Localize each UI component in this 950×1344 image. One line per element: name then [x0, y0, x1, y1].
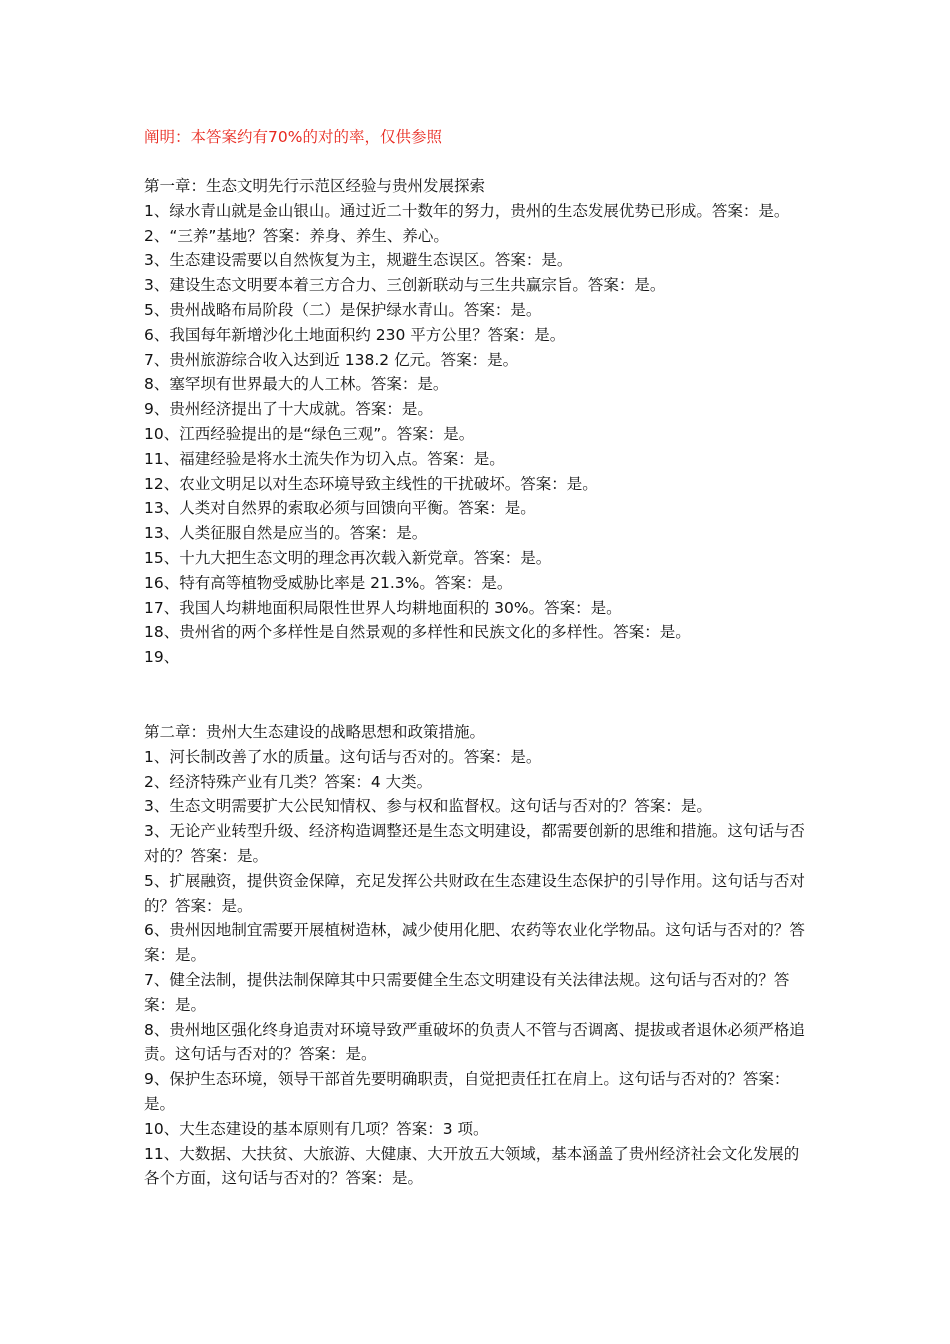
chapter-2-section — [144, 720, 814, 1191]
list-item: 19、 — [144, 648, 180, 667]
list-item: 11、大数据、大扶贫、大旅游、大健康、大开放五大领域，基本涵盖了贵州经济社会文化发展的各个方面，这句话与否对的？答案：是。 — [144, 1144, 800, 1188]
list-item: 11、福建经验是将水土流失作为切入点。答案：是。 — [144, 449, 505, 468]
disclaimer-text: 阐明：本答案约有70%的对的率，仅供参照 — [144, 128, 442, 146]
list-item: 5、扩展融资，提供资金保障，充足发挥公共财政在生态建设生态保护的引导作用。这句话与否对的？答案：是。 — [144, 871, 805, 915]
list-item: 10、江西经验提出的是“绿色三观”。答案：是。 — [144, 424, 475, 443]
list-item: 5、贵州战略布局阶段（二）是保护绿水青山。答案：是。 — [144, 300, 542, 319]
list-item: 16、特有高等植物受威胁比率是 21.3%。答案：是。 — [144, 573, 513, 592]
list-item: 7、贵州旅游综合收入达到近 138.2 亿元。答案：是。 — [144, 350, 519, 369]
list-item: 7、健全法制，提供法制保障其中只需要健全生态文明建设有关法律法规。这句话与否对的？答案：是。 — [144, 970, 790, 1014]
chapter-1-section — [144, 174, 814, 670]
list-item: 3、生态文明需要扩大公民知情权、参与权和监督权。这句话与否对的？答案：是。 — [144, 797, 712, 816]
list-item: 2、经济特殊产业有几类？答案：4 大类。 — [144, 772, 433, 791]
list-item: 9、保护生态环境，领导干部首先要明确职责，自觉把责任扛在肩上。这句话与否对的？答案：是。 — [144, 1070, 790, 1113]
list-item: 13、人类对自然界的索取必须与回馈向平衡。答案：是。 — [144, 499, 536, 518]
list-item: 8、塞罕坝有世界最大的人工林。答案：是。 — [144, 375, 449, 394]
list-item: 3、生态建设需要以自然恢复为主，规避生态误区。答案：是。 — [144, 251, 573, 270]
list-item: 1、河长制改善了水的质量。这句话与否对的。答案：是。 — [144, 747, 542, 766]
list-item: 6、我国每年新增沙化土地面积约 230 平方公里？答案：是。 — [144, 325, 566, 344]
list-item: 2、“三养”基地？答案：养身、养生、养心。 — [144, 226, 449, 245]
list-item: 10、大生态建设的基本原则有几项？答案：3 项。 — [144, 1119, 489, 1138]
disclaimer-notice — [144, 126, 442, 148]
list-item: 15、十九大把生态文明的理念再次载入新党章。答案：是。 — [144, 548, 552, 567]
list-item: 18、贵州省的两个多样性是自然景观的多样性和民族文化的多样性。答案：是。 — [144, 623, 691, 642]
list-item: 13、人类征服自然是应当的。答案：是。 — [144, 524, 428, 543]
list-item: 8、贵州地区强化终身追责对环境导致严重破坏的负责人不管与否调离、提拔或者退休必须严格追责。这句话与否对的？答案：是。 — [144, 1020, 805, 1064]
list-item: 12、农业文明足以对生态环境导致主线性的干扰破坏。答案：是。 — [144, 474, 598, 493]
list-item: 3、无论产业转型升级、经济构造调整还是生态文明建设，都需要创新的思维和措施。这句话与否对的？答案：是。 — [144, 822, 805, 865]
list-item: 1、绿水青山就是金山银山。通过近二十数年的努力，贵州的生态发展优势已形成。答案：是。 — [144, 201, 790, 220]
list-item: 9、贵州经济提出了十大成就。答案：是。 — [144, 400, 433, 419]
list-item: 6、贵州因地制宜需要开展植树造林，减少使用化肥、农药等农业化学物品。这句话与否对的？答案：是。 — [144, 921, 805, 965]
chapter-2-title: 第二章：贵州大生态建设的战略思想和政策措施。 — [144, 723, 486, 741]
chapter-1-title: 第一章：生态文明先行示范区经验与贵州发展探索 — [144, 177, 486, 195]
list-item: 17、我国人均耕地面积局限性世界人均耕地面积的 30%。答案：是。 — [144, 598, 622, 617]
list-item: 3、建设生态文明要本着三方合力、三创新联动与三生共赢宗旨。答案：是。 — [144, 276, 666, 295]
